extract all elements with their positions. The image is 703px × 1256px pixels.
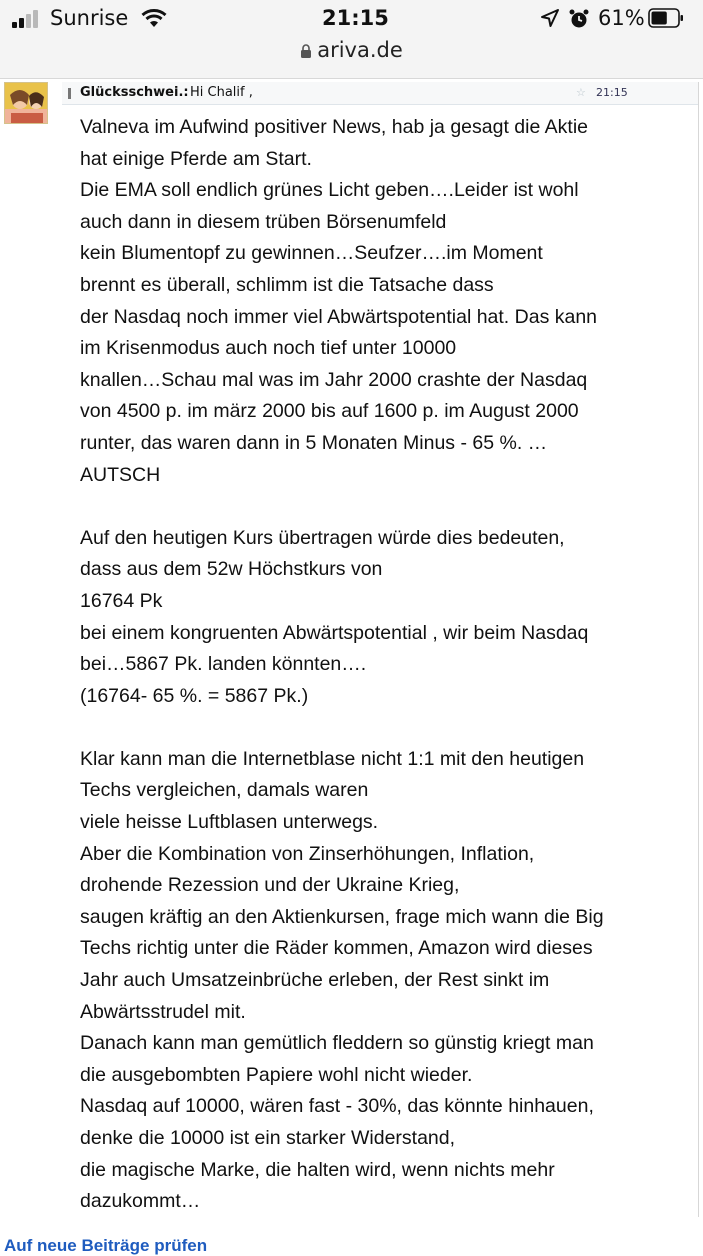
post-line: bei einem kongruenten Abwärtspotential , wir beim Nasdaq: [80, 621, 589, 644]
battery-icon: [648, 8, 684, 28]
post-line: Jahr auch Umsatzeinbrüche erleben, der Rest sinkt im: [80, 969, 550, 992]
post-line: runter, das waren dann in 5 Monaten Minus - 65 %. …: [80, 431, 548, 454]
post-line: Techs vergleichen, damals waren: [80, 779, 369, 802]
post-line: brennt es überall, schlimm ist die Tatsache dass: [80, 273, 494, 296]
status-time: 21:15: [322, 6, 389, 30]
post-line: (16764- 65 %. = 5867 Pk.): [80, 684, 309, 707]
post-line: Aber die Kombination von Zinserhöhungen, Inflation,: [80, 842, 535, 865]
post-line: auch dann in diesem trüben Börsenumfeld: [80, 210, 447, 233]
post-line: Nasdaq auf 10000, wären fast - 30%, das könnte hinhauen,: [80, 1095, 594, 1118]
post-header: [62, 82, 699, 105]
post-time: 21:15: [596, 86, 628, 99]
post-line: der Nasdaq noch immer viel Abwärtspotential hat. Das kann: [80, 305, 598, 328]
post-line: bei…5867 Pk. landen könnten….: [80, 653, 367, 676]
post-line: denke die 10000 ist ein starker Widerstand,: [80, 1127, 456, 1149]
post-subject: Hi Chalif ,: [190, 85, 253, 100]
location-arrow-icon: [540, 8, 560, 28]
carrier-name: Sunrise: [50, 6, 129, 30]
post-line: AUTSCH: [80, 463, 161, 486]
post-line: knallen…Schau mal was im Jahr 2000 crashte der Nasdaq: [80, 368, 588, 391]
star-icon[interactable]: ☆: [576, 86, 586, 99]
url-text: ariva.de: [317, 38, 403, 62]
post-line: die ausgebombten Papiere wohl nicht wieder.: [80, 1063, 473, 1086]
post-line: saugen kräftig an den Aktienkursen, frage mich wann die Big: [80, 905, 604, 928]
post-blank-line: [80, 712, 690, 744]
post-line: Die EMA soll endlich grünes Licht geben….Leider ist wohl: [80, 179, 579, 202]
post-line: hat einige Pferde am Start.: [80, 147, 312, 170]
post-marker: [68, 88, 71, 99]
post-line: Valneva im Aufwind positiver News, hab ja gesagt die Aktie: [80, 116, 588, 138]
lock-icon: [300, 44, 312, 58]
post-line: die magische Marke, die halten wird, wenn nichts mehr: [80, 1158, 555, 1181]
post-line: Klar kann man die Internetblase nicht 1:1 mit den heutigen: [80, 747, 585, 770]
post-line: dazukommt…: [80, 1190, 201, 1213]
post-blank-line: [80, 491, 690, 523]
avatar[interactable]: [4, 82, 48, 124]
post-line: drohende Rezession und der Ukraine Krieg,: [80, 874, 460, 897]
content-border: [698, 82, 699, 1217]
post-line: im Krisenmodus auch noch tief unter 10000: [80, 337, 457, 360]
post-line: viele heisse Luftblasen unterwegs.: [80, 811, 379, 834]
post-line: Abwärtsstrudel mit.: [80, 1000, 246, 1023]
post-line: 16764 Pk: [80, 589, 163, 612]
battery-percent: 61%: [598, 6, 645, 30]
post-line: kein Blumentopf zu gewinnen…Seufzer….im Moment: [80, 242, 543, 265]
check-new-posts-link[interactable]: Auf neue Beiträge prüfen: [4, 1236, 208, 1255]
post-line: dass aus dem 52w Höchstkurs von: [80, 558, 383, 581]
post-body: [80, 112, 690, 1218]
post-line: Techs richtig unter die Räder kommen, Amazon wird dieses: [80, 937, 593, 960]
signal-icon: [12, 10, 44, 28]
post-line: Danach kann man gemütlich fleddern so günstig kriegt man: [80, 1032, 594, 1055]
post-line: Auf den heutigen Kurs übertragen würde dies bedeuten,: [80, 526, 565, 549]
post-author[interactable]: Glücksschwei.:: [80, 85, 189, 100]
post-line: von 4500 p. im märz 2000 bis auf 1600 p. im August 2000: [80, 400, 579, 423]
wifi-icon: [140, 8, 168, 28]
address-bar[interactable]: [0, 38, 703, 62]
alarm-icon: [568, 8, 590, 30]
status-bar: [0, 0, 703, 79]
